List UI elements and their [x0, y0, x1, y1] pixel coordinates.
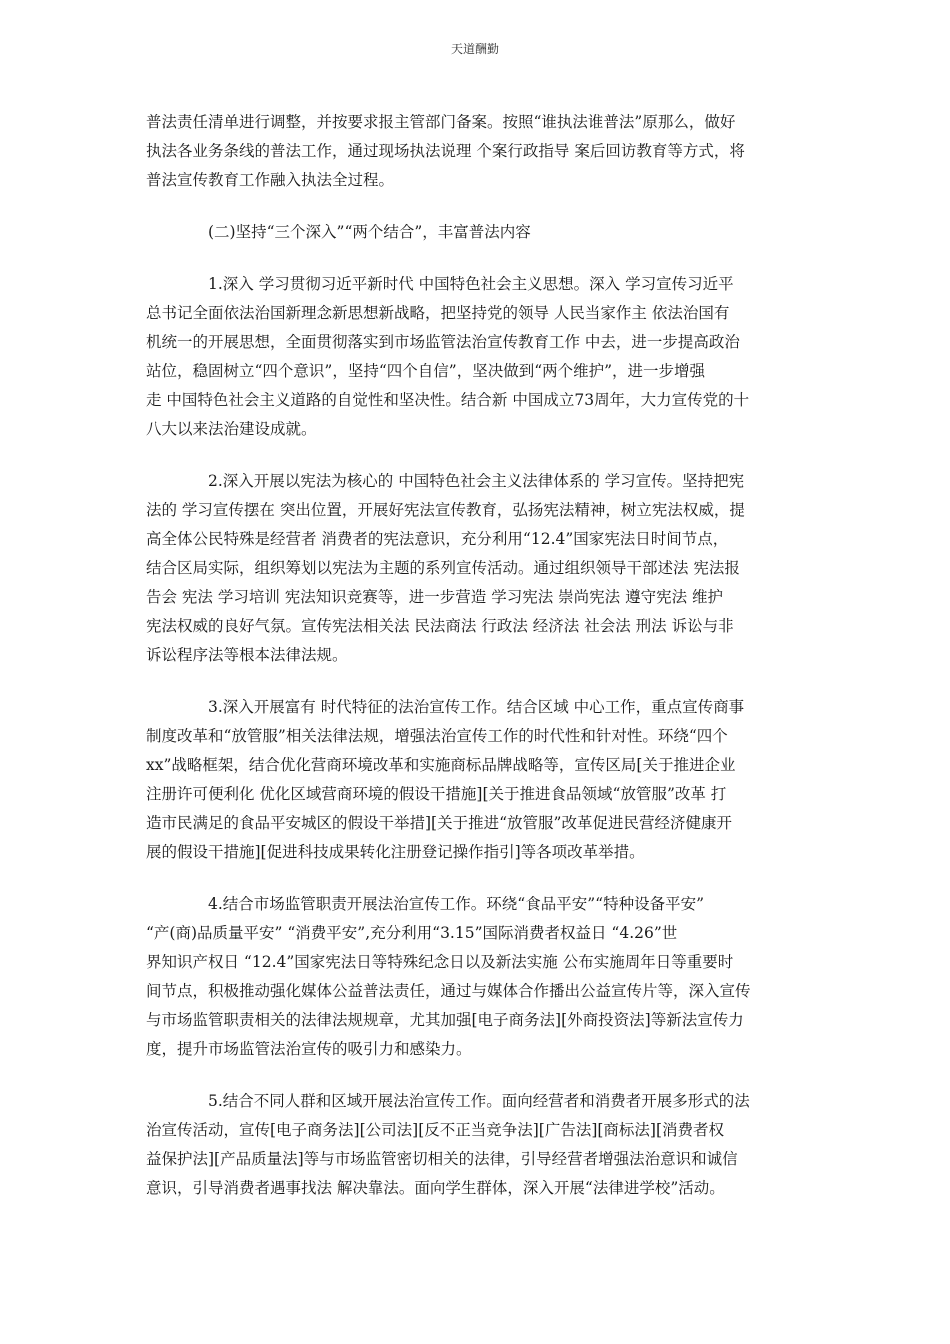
text-line: 1.深入 学习贯彻习近平新时代 中国特色社会主义思想。深入 学习宣传习近平 [208, 275, 734, 293]
text-line: 法的 学习宣传摆在 突出位置，开展好宪法宣传教育，弘扬宪法精神，树立宪法权威，提 [146, 501, 745, 519]
text-line: 八大以来法治建设成就。 [146, 420, 317, 438]
page-header: 天道酬勤 [450, 42, 499, 56]
paragraph [146, 270, 806, 444]
paragraph [146, 890, 806, 1064]
text-line: (二)坚持“三个深入”“两个结合”，丰富普法内容 [208, 223, 531, 241]
text-line: 普法宣传教育工作融入执法全过程。 [146, 171, 395, 189]
text-line: 意识，引导消费者遇事找法 解决靠法。面向学生群体，深入开展“法律进学校”活动。 [146, 1179, 725, 1197]
text-line: 展的假设干措施][促进科技成果转化注册登记操作指引]等各项改革举措。 [146, 843, 645, 861]
text-line: 注册许可便利化 优化区域营商环境的假设干措施][关于推进食品领域“放管服”改革 打 [146, 785, 727, 803]
text-line: 4.结合市场监管职责开展法治宣传工作。环绕“食品平安”“特种设备平安” [208, 895, 704, 913]
text-line: 2.深入开展以宪法为核心的 中国特色社会主义法律体系的 学习宣传。坚持把宪 [208, 472, 745, 490]
text-line: 度，提升市场监管法治宣传的吸引力和感染力。 [146, 1040, 472, 1058]
text-line: 执法各业务条线的普法工作，通过现场执法说理 个案行政指导 案后回访教育等方式，将 [146, 142, 745, 160]
text-line: 高全体公民特殊是经营者 消费者的宪法意识，充分利用“12.4”国家宪法日时间节点， [146, 530, 729, 548]
text-line: 益保护法][产品质量法]等与市场监管密切相关的法律，引导经营者增强法治意识和诚信 [146, 1150, 738, 1168]
text-line: 站位，稳固树立“四个意识”，坚持“四个自信”，坚决做到“两个维护”，进一步增强 [146, 362, 706, 380]
text-line: 总书记全面依法治国新理念新思想新战略，把坚持党的领导 人民当家作主 依法治国有 [146, 304, 730, 322]
text-line: 造市民满足的食品平安城区的假设干举措][关于推进“放管服”改革促进民营经济健康开 [146, 814, 732, 832]
text-line: 界知识产权日 “12.4”国家宪法日等特殊纪念日以及新法实施 公布实施周年日等重要时 [146, 953, 734, 971]
text-line: 3.深入开展富有 时代特征的法治宣传工作。结合区域 中心工作，重点宣传商事 [208, 698, 745, 716]
text-line: 间节点，积极推动强化媒体公益普法责任，通过与媒体合作播出公益宣传片等，深入宣传 [146, 982, 751, 1000]
paragraph [146, 467, 806, 670]
text-line: 普法责任清单进行调整，并按要求报主管部门备案。按照“谁执法谁普法”原那么，做好 [146, 113, 736, 131]
text-line: 诉讼程序法等根本法律法规。 [146, 646, 348, 664]
text-line: 5.结合不同人群和区域开展法治宣传工作。面向经营者和消费者开展多形式的法 [208, 1092, 750, 1110]
paragraph [146, 108, 806, 195]
document-body [146, 108, 806, 1226]
text-line: 走 中国特色社会主义道路的自觉性和坚决性。结合新 中国成立73周年，大力宣传党的十 [146, 391, 750, 409]
text-line: 告会 宪法 学习培训 宪法知识竞赛等，进一步营造 学习宪法 崇尚宪法 遵守宪法 维护 [146, 588, 723, 606]
text-line: 治宣传活动，宣传[电子商务法][公司法][反不正当竞争法][广告法][商标法][消费者权 [146, 1121, 725, 1139]
text-line: 结合区局实际，组织筹划以宪法为主题的系列宣传活动。通过组织领导干部述法 宪法报 [146, 559, 740, 577]
paragraph [146, 218, 806, 247]
text-line: xx”战略框架，结合优化营商环境改革和实施商标品牌战略等，宣传区局[关于推进企业 [146, 756, 736, 774]
text-line: 宪法权威的良好气氛。宣传宪法相关法 民法商法 行政法 经济法 社会法 刑法 诉讼与非 [146, 617, 734, 635]
text-line: 与市场监管职责相关的法律法规规章，尤其加强[电子商务法][外商投资法]等新法宣传力 [146, 1011, 744, 1029]
text-line: 制度改革和“放管服”相关法律法规，增强法治宣传工作的时代性和针对性。环绕“四个 [146, 727, 728, 745]
paragraph [146, 693, 806, 867]
text-line: “产(商)品质量平安” “消费平安”,充分利用“3.15”国际消费者权益日 “4.26”世 [146, 924, 678, 942]
paragraph [146, 1087, 806, 1203]
text-line: 机统一的开展思想，全面贯彻落实到市场监管法治宣传教育工作 中去，进一步提高政治 [146, 333, 740, 351]
